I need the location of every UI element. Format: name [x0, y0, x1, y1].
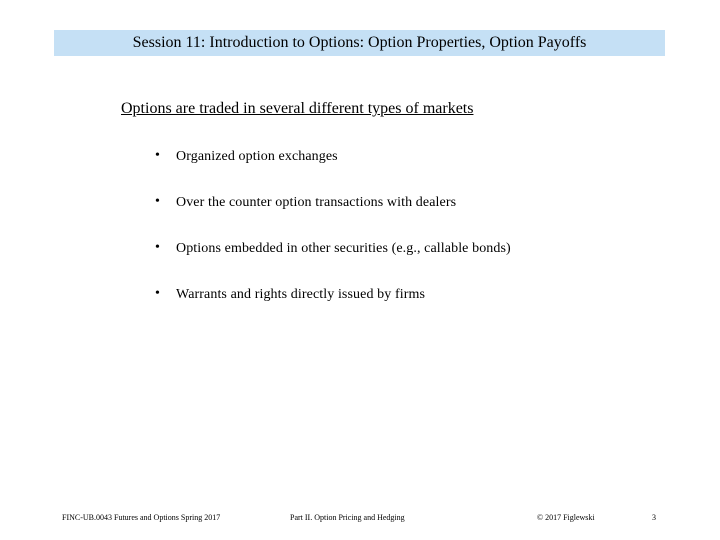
bullet-item-warrants — [155, 284, 511, 330]
footer-page-number: 3 — [652, 513, 656, 522]
bullet-item-otc — [155, 192, 511, 238]
footer-copyright: © 2017 Figlewski — [537, 513, 595, 522]
bullet-text: Warrants and rights directly issued by firms — [176, 287, 425, 302]
bullet-text: Over the counter option transactions with dealers — [176, 195, 457, 210]
bullet-icon: • — [155, 194, 160, 209]
bullet-list — [155, 146, 511, 330]
slide-subtitle: Options are traded in several different types of markets — [121, 100, 474, 117]
slide-header-bar — [54, 30, 665, 56]
bullet-icon: • — [155, 286, 160, 301]
slide-title: Session 11: Introduction to Options: Option Properties, Option Payoffs — [132, 34, 587, 51]
bullet-text: Organized option exchanges — [176, 149, 338, 164]
footer-part: Part II. Option Pricing and Hedging — [290, 513, 405, 522]
bullet-item-exchanges — [155, 146, 511, 192]
bullet-text: Options embedded in other securities (e.g., callable bonds) — [176, 241, 511, 256]
bullet-icon: • — [155, 240, 160, 255]
footer-course: FINC-UB.0043 Futures and Options Spring 2017 — [62, 513, 221, 522]
bullet-item-embedded — [155, 238, 511, 284]
bullet-icon: • — [155, 148, 160, 163]
